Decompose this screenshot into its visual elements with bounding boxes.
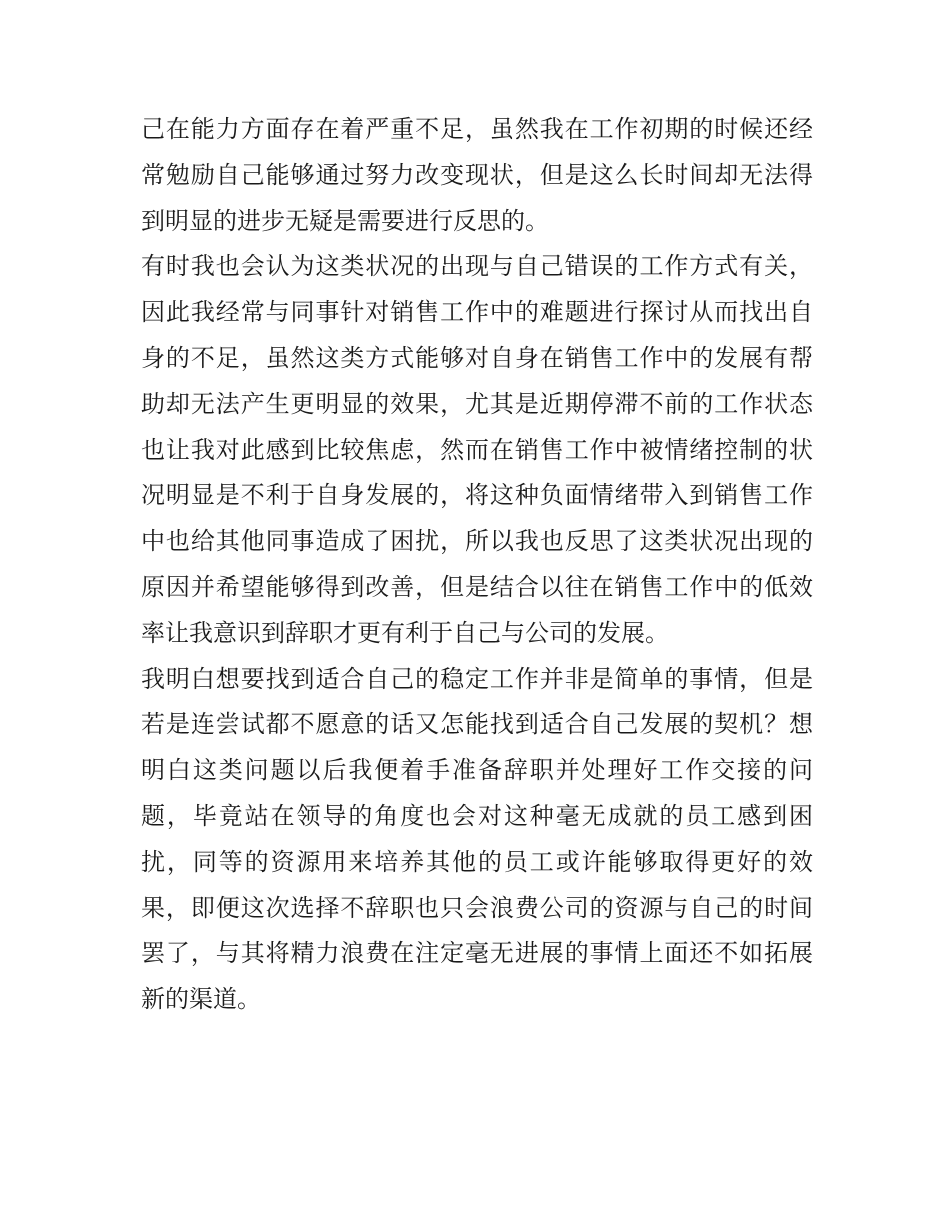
text-line: 况明显是不利于自身发展的，将这种负面情绪带入到销售工作	[141, 481, 813, 510]
paragraph-1	[141, 107, 813, 244]
text-line: 率让我意识到辞职才更有利于自己与公司的发展。	[141, 618, 669, 647]
text-line: 题，毕竟站在领导的角度也会对这种毫无成就的员工感到困	[141, 801, 813, 830]
text-line: 有时我也会认为这类状况的出现与自己错误的工作方式有关，	[141, 252, 813, 281]
text-line: 己在能力方面存在着严重不足，虽然我在工作初期的时候还经	[141, 115, 813, 143]
paragraph-3	[141, 657, 813, 1023]
paragraph-2	[141, 244, 813, 656]
text-line: 明白这类问题以后我便着手准备辞职并处理好工作交接的问	[141, 756, 813, 785]
text-line: 果，即便这次选择不辞职也只会浪费公司的资源与自己的时间	[141, 893, 813, 922]
text-line: 到明显的进步无疑是需要进行反思的。	[141, 206, 549, 235]
text-line: 我明白想要找到适合自己的稳定工作并非是简单的事情，但是	[141, 664, 813, 693]
text-line: 扰，同等的资源用来培养其他的员工或许能够取得更好的效	[141, 847, 813, 876]
text-line: 身的不足，虽然这类方式能够对自身在销售工作中的发展有帮	[141, 343, 813, 372]
text-line: 新的渠道。	[141, 985, 261, 1014]
text-line: 也让我对此感到比较焦虑，然而在销售工作中被情绪控制的状	[141, 435, 813, 464]
text-line: 因此我经常与同事针对销售工作中的难题进行探讨从而找出自	[141, 298, 813, 327]
text-line: 中也给其他同事造成了困扰，所以我也反思了这类状况出现的	[141, 527, 813, 556]
text-line: 常勉励自己能够通过努力改变现状，但是这么长时间却无法得	[141, 160, 813, 189]
text-line: 助却无法产生更明显的效果，尤其是近期停滞不前的工作状态	[141, 389, 813, 418]
document-body	[141, 107, 813, 1023]
text-line: 原因并希望能够得到改善，但是结合以往在销售工作中的低效	[141, 572, 813, 601]
text-line: 罢了，与其将精力浪费在注定毫无进展的事情上面还不如拓展	[141, 939, 813, 968]
text-line: 若是连尝试都不愿意的话又怎能找到适合自己发展的契机？想	[141, 710, 813, 739]
